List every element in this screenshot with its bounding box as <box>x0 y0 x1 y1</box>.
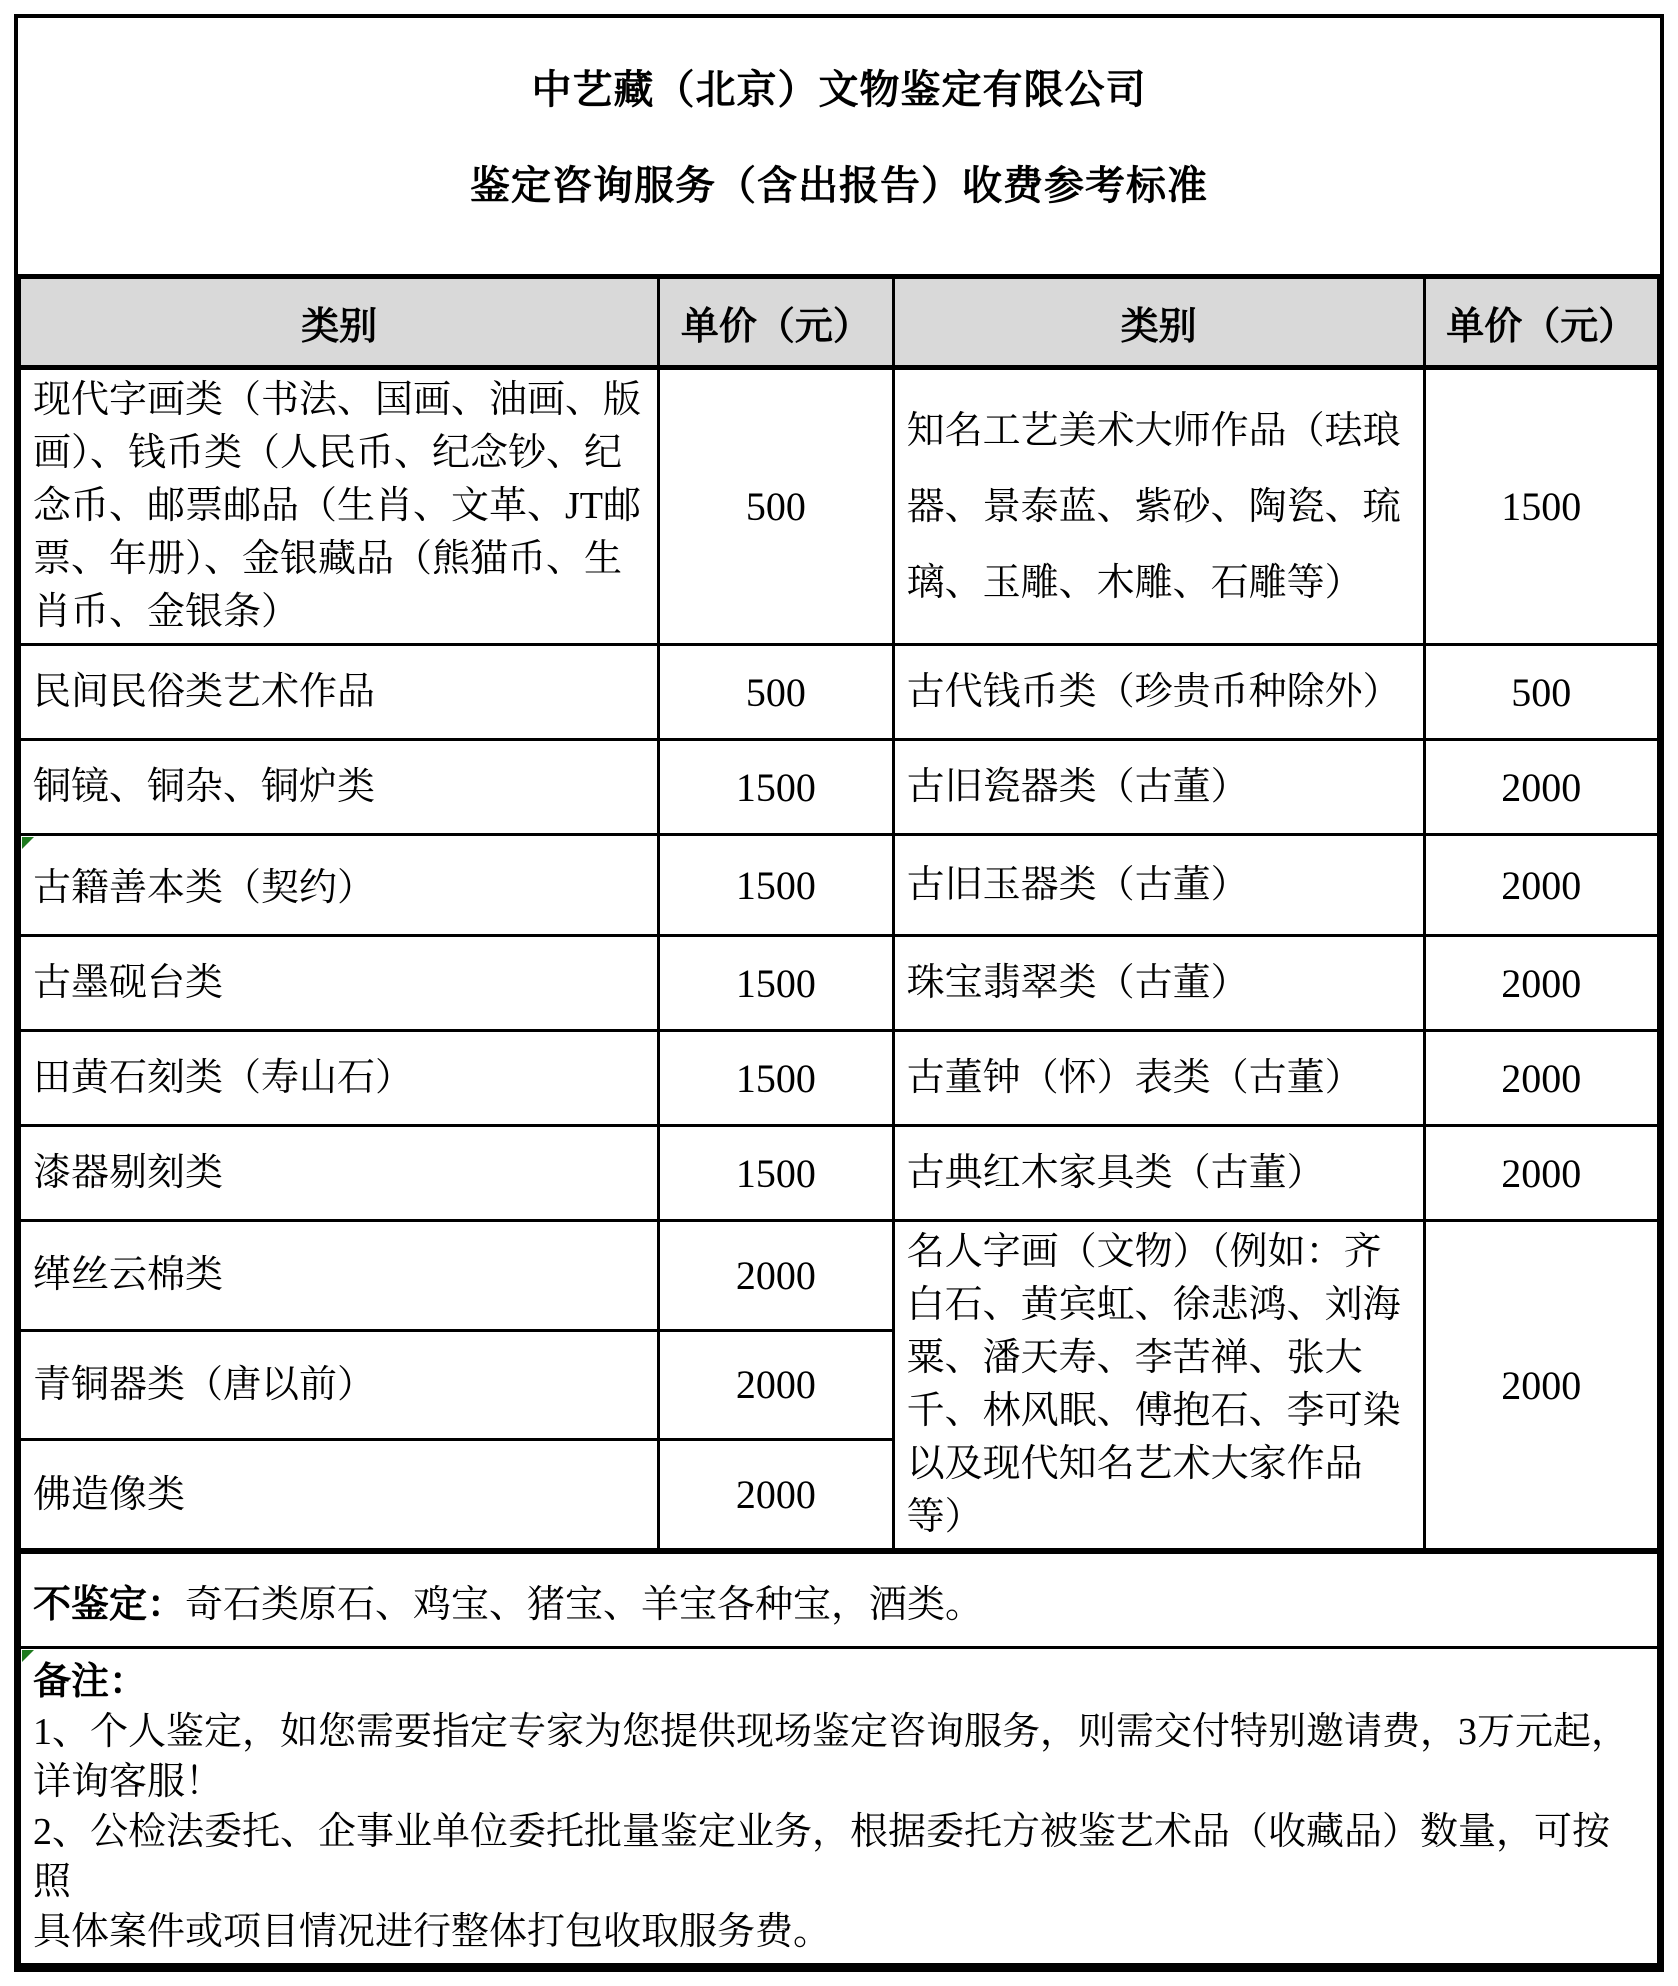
exclusion-cell <box>20 1551 1659 1648</box>
price-cell: 2000 <box>659 1330 893 1440</box>
exclusion-row <box>20 1551 1659 1648</box>
price-cell: 1500 <box>659 936 893 1031</box>
table-row <box>20 1126 1659 1221</box>
remark-line-1: 1、个人鉴定，如您需要指定专家为您提供现场鉴定咨询服务，则需交付特别邀请费，3万元起， <box>33 1711 1630 1753</box>
table-row <box>20 835 1659 936</box>
price-cell: 2000 <box>659 1221 893 1331</box>
header-category-left: 类别 <box>20 277 659 368</box>
category-cell: 珠宝翡翠类（古董） <box>893 936 1424 1031</box>
category-cell: 青铜器类（唐以前） <box>20 1330 659 1440</box>
table-row <box>20 740 1659 835</box>
price-cell: 500 <box>659 368 893 645</box>
price-cell: 1500 <box>659 835 893 936</box>
price-cell: 2000 <box>1424 740 1658 835</box>
remarks-cell <box>20 1648 1659 1965</box>
table-row <box>20 1031 1659 1126</box>
price-cell: 500 <box>659 645 893 740</box>
document-subtitle: 鉴定咨询服务（含出报告）收费参考标准 <box>470 164 1208 208</box>
remarks-row <box>20 1648 1659 1965</box>
category-cell-merged: 名人字画（文物）（例如：齐白石、黄宾虹、徐悲鸿、刘海粟、潘天寿、李苦禅、张大千、林风眠、傅抱石、李可染以及现代知名艺术大家作品等） <box>893 1221 1424 1552</box>
cell-comment-marker-icon <box>22 837 34 849</box>
table-row <box>20 1221 1659 1331</box>
fee-table <box>18 274 1660 1966</box>
category-cell: 知名工艺美术大师作品（珐琅器、景泰蓝、紫砂、陶瓷、琉璃、玉雕、木雕、石雕等） <box>893 368 1424 645</box>
header-price-right: 单价（元） <box>1424 277 1658 368</box>
category-cell: 古墨砚台类 <box>20 936 659 1031</box>
price-cell: 1500 <box>659 1126 893 1221</box>
price-cell: 1500 <box>659 1031 893 1126</box>
table-row <box>20 645 1659 740</box>
category-cell: 漆器剔刻类 <box>20 1126 659 1221</box>
company-title: 中艺藏（北京）文物鉴定有限公司 <box>531 68 1147 112</box>
exclusion-text: 奇石类原石、鸡宝、猪宝、羊宝各种宝，酒类。 <box>185 1583 984 1626</box>
cell-comment-marker-icon <box>22 1650 34 1662</box>
price-cell: 2000 <box>1424 1126 1658 1221</box>
category-cell: 缂丝云棉类 <box>20 1221 659 1331</box>
category-cell: 古董钟（怀）表类（古董） <box>893 1031 1424 1126</box>
price-cell-merged: 2000 <box>1424 1221 1658 1552</box>
price-cell: 500 <box>1424 645 1658 740</box>
price-cell: 2000 <box>1424 835 1658 936</box>
category-cell: 古典红木家具类（古董） <box>893 1126 1424 1221</box>
header-category-right: 类别 <box>893 277 1424 368</box>
category-cell: 古旧玉器类（古董） <box>893 835 1424 936</box>
category-cell: 民间民俗类艺术作品 <box>20 645 659 740</box>
price-cell: 1500 <box>1424 368 1658 645</box>
category-cell: 古代钱币类（珍贵币种除外） <box>893 645 1424 740</box>
table-row <box>20 936 1659 1031</box>
category-cell: 古旧瓷器类（古董） <box>893 740 1424 835</box>
price-cell: 2000 <box>1424 1031 1658 1126</box>
fee-standard-document <box>14 14 1664 1972</box>
remark-line-3: 2、公检法委托、企事业单位委托批量鉴定业务，根据委托方被鉴艺术品（收藏品）数量，可按照 <box>33 1811 1611 1903</box>
category-cell: 田黄石刻类（寿山石） <box>20 1031 659 1126</box>
table-row <box>20 368 1659 645</box>
category-cell <box>20 835 659 936</box>
category-cell: 现代字画类（书法、国画、油画、版画）、钱币类（人民币、纪念钞、纪念币、邮票邮品（生肖、文革、JT邮票、年册）、金银藏品（熊猫币、生肖币、金银条） <box>20 368 659 645</box>
price-cell: 1500 <box>659 740 893 835</box>
category-cell: 铜镜、铜杂、铜炉类 <box>20 740 659 835</box>
category-text: 古籍善本类（契约） <box>33 867 376 909</box>
table-header-row <box>20 277 1659 368</box>
remark-line-4: 具体案件或项目情况进行整体打包收取服务费。 <box>33 1911 832 1953</box>
remarks-label: 备注： <box>33 1661 148 1703</box>
exclusion-label: 不鉴定： <box>33 1583 186 1626</box>
category-cell: 佛造像类 <box>20 1440 659 1551</box>
header-price-left: 单价（元） <box>659 277 893 368</box>
price-cell: 2000 <box>659 1440 893 1551</box>
remark-line-2: 详询客服！ <box>33 1761 224 1803</box>
price-cell: 2000 <box>1424 936 1658 1031</box>
